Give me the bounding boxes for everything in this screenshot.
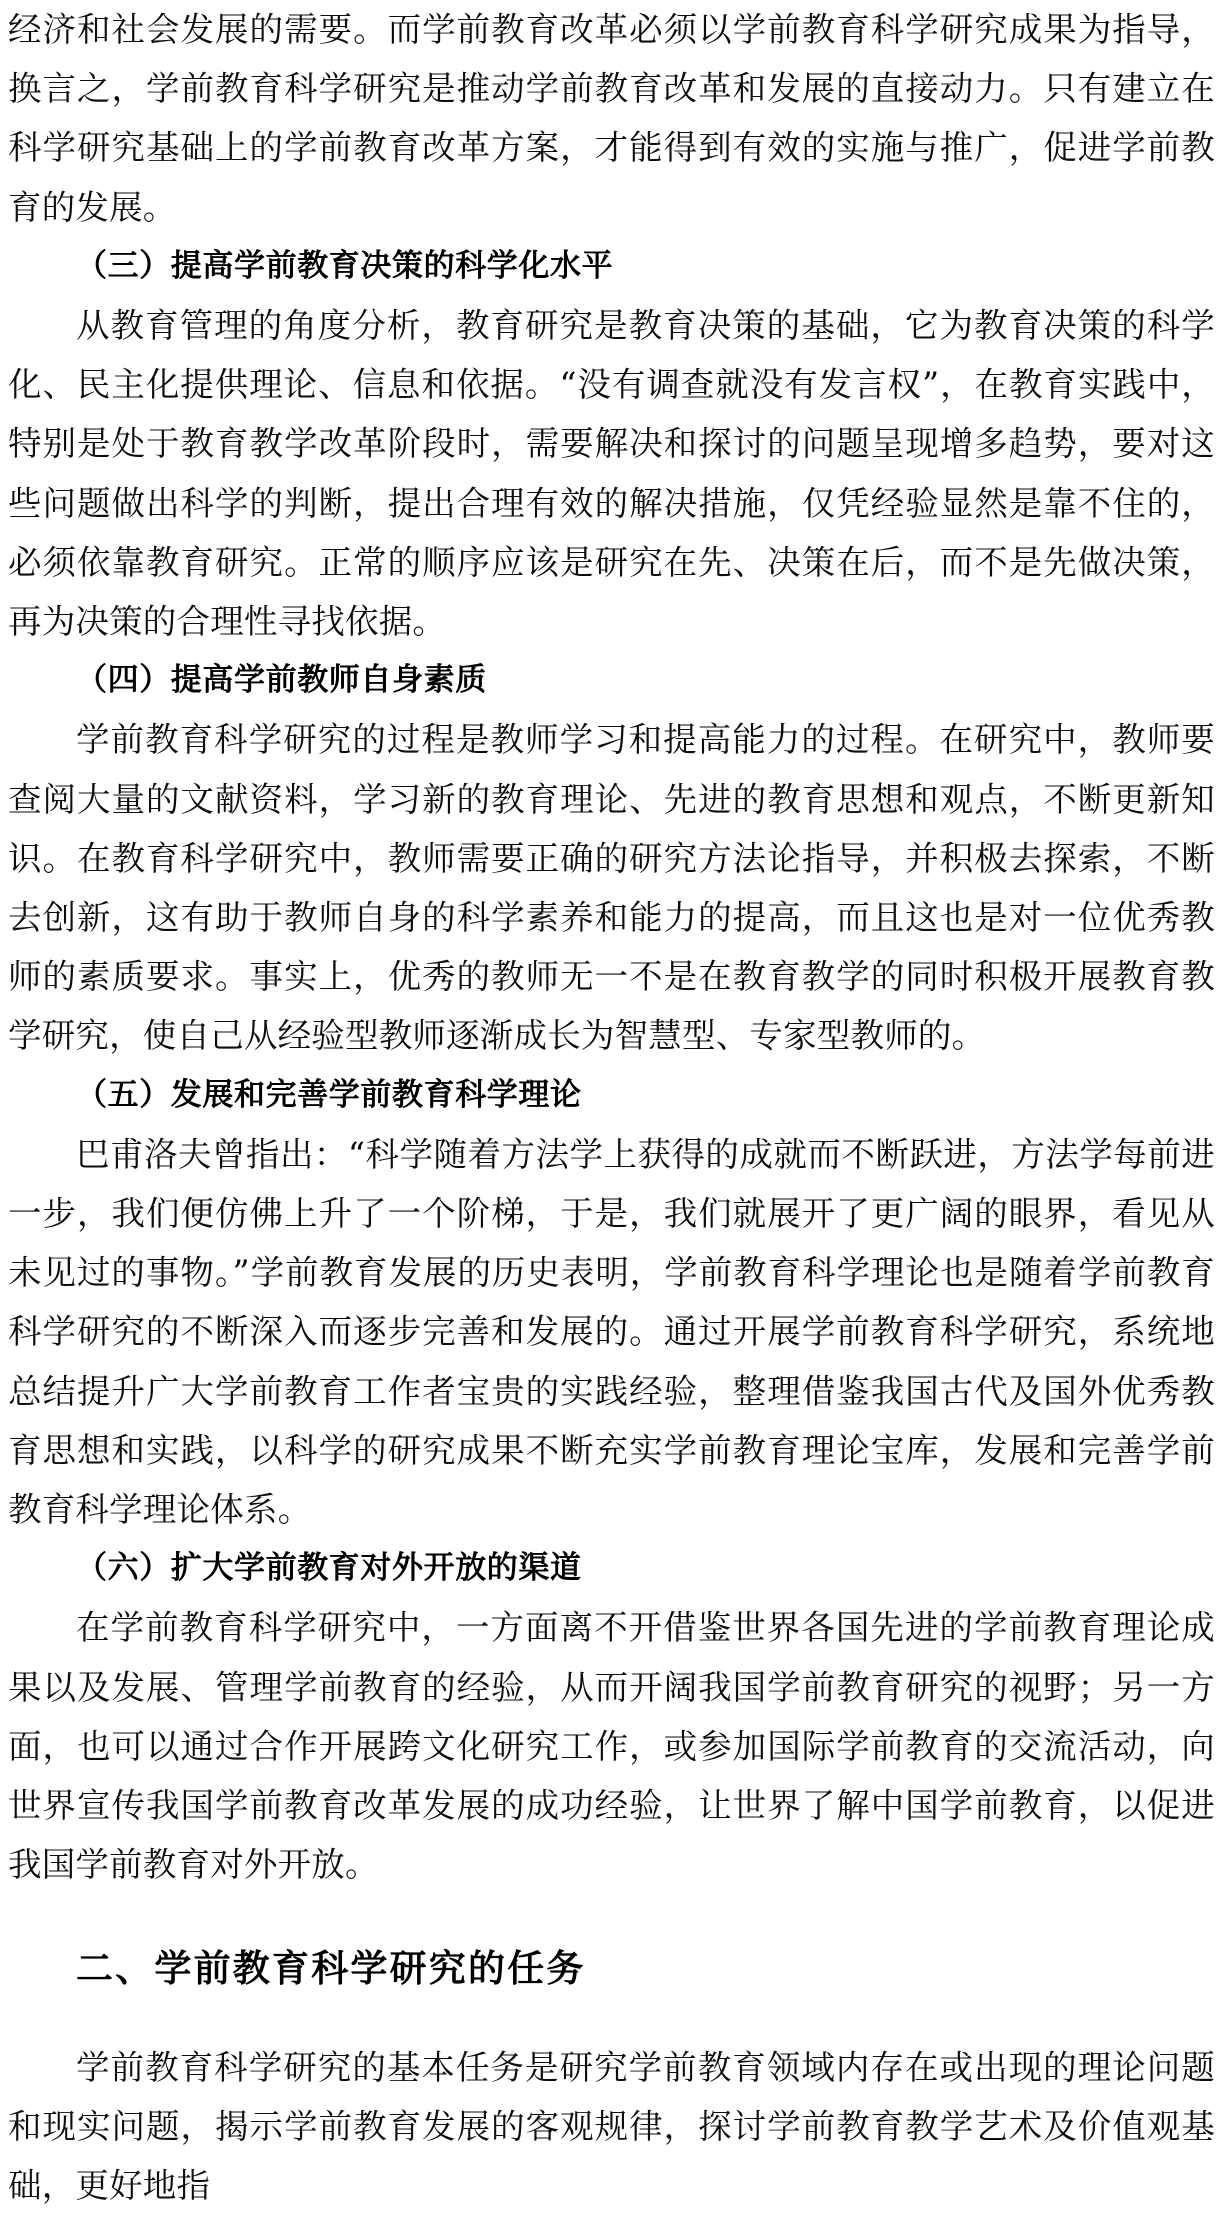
paragraph-decision-science: 从教育管理的角度分析，教育研究是教育决策的基础，它为教育决策的科学化、民主化提供理论、信息和依据。“没有调查就没有发言权”，在教育实践中，特别是处于教育教学改革阶段时，需要解决和探讨的问题呈现增多趋势，要对这些问题做出科学的判断，提出合理有效的解决措施，仅凭经验显然是靠不住的，必须依靠教育研究。正常的顺序应该是研究在先、决策在后，而不是先做决策，再为决策的合理性寻找依据。 (8, 306, 1215, 642)
subheading-six: （六）扩大学前教育对外开放的渠道 (76, 1550, 582, 1587)
spacer-before-main-heading (8, 1895, 1215, 1939)
paragraph-open-channels: 在学前教育科学研究中，一方面离不开借鉴世界各国先进的学前教育理论成果以及发展、管理学前教育的经验，从而开阔我国学前教育研究的视野；另一方面，也可以通过合作开展跨文化研究工作，或参加国际学前教育的交流活动，向世界宣传我国学前教育改革发展的成功经验，让世界了解中国学前教育，以促进我国学前教育对外开放。 (8, 1608, 1215, 1885)
subheading-five: （五）发展和完善学前教育科学理论 (76, 1076, 582, 1113)
subheading-four: （四）提高学前教师自身素质 (76, 662, 487, 699)
paragraph-theory-development: 巴甫洛夫曾指出：“科学随着方法学上获得的成就而不断跃进，方法学每前进一步，我们便仿佛上升了一个阶梯，于是，我们就展开了更广阔的眼界，看见从未见过的事物。”学前教育发展的历史表明，学前教育科学理论也是随着学前教育科学研究的不断深入而逐步完善和发展的。通过开展学前教育科学研究，系统地总结提升广大学前教育工作者宝贵的实践经验，整理借鉴我国古代及国外优秀教育思想和实践，以科学的研究成果不断充实学前教育理论宝库，发展和完善学前教育科学理论体系。 (8, 1134, 1215, 1530)
spacer-after-main-heading (8, 1998, 1215, 2038)
paragraph-teacher-quality: 学前教育科学研究的过程是教师学习和提高能力的过程。在研究中，教师要查阅大量的文献资料，学习新的教育理论、先进的教育思想和观点，不断更新知识。在教育科学研究中，教师需要正确的研究方法论指导，并积极去探索，不断去创新，这有助于教师自身的科学素养和能力的提高，而且这也是对一位优秀教师的素质要求。事实上，优秀的教师无一不是在教育教学的同时积极开展教育教学研究，使自己从经验型教师逐渐成长为智慧型、专家型教师的。 (8, 720, 1215, 1056)
subheading-three: （三）提高学前教育决策的科学化水平 (76, 247, 614, 284)
paragraph-intro: 经济和社会发展的需要。而学前教育改革必须以学前教育科学研究成果为指导，换言之，学前教育科学研究是推动学前教育改革和发展的直接动力。只有建立在科学研究基础上的学前教育改革方案，才能得到有效的实施与推广，促进学前教育的发展。 (8, 10, 1215, 227)
paragraph-tasks-intro: 学前教育科学研究的基本任务是研究学前教育领域内存在或出现的理论问题和现实问题，揭示学前教育发展的客观规律，探讨学前教育教学艺术及价值观基础，更好地指 (8, 2047, 1215, 2206)
main-heading-section-two: 二、学前教育科学研究的任务 (76, 1946, 586, 1990)
